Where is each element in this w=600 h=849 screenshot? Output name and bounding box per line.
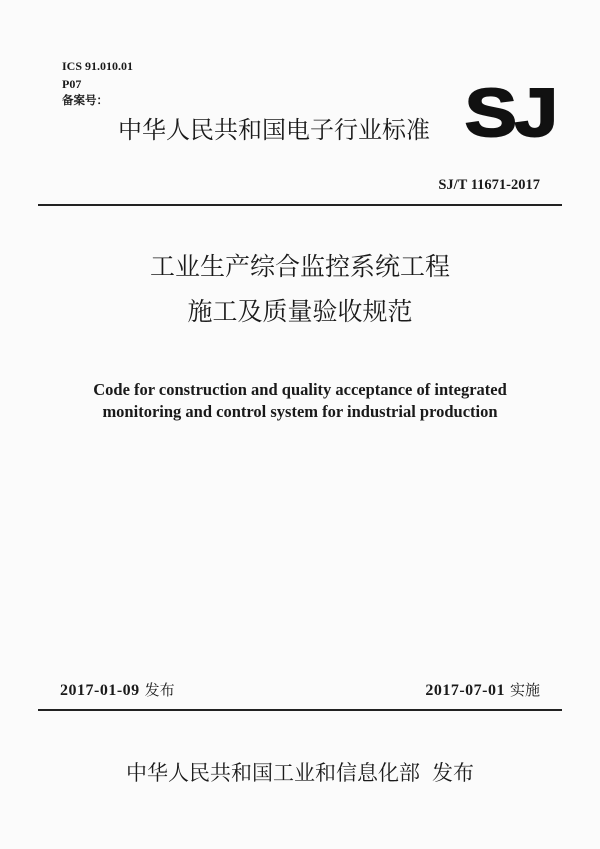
implement-date-value: 2017-07-01 xyxy=(425,682,505,699)
title-en-line-2: monitoring and control system for industrial production xyxy=(102,402,498,421)
publisher-name: 中华人民共和国工业和信息化部 xyxy=(126,761,420,785)
implement-date xyxy=(425,680,540,701)
sj-logo: SJ xyxy=(464,75,556,151)
issue-date xyxy=(60,680,175,701)
standard-category: 中华人民共和国电子行业标准 xyxy=(118,116,430,144)
publisher-label: 发布 xyxy=(432,761,474,785)
top-divider xyxy=(38,204,562,206)
title-cn-line-1: 工业生产综合监控系统工程 xyxy=(149,252,450,281)
title-en-line-1: Code for construction and quality acceptance of integrated xyxy=(93,380,507,399)
publisher xyxy=(0,760,600,786)
ccs-code: P07 xyxy=(62,77,82,91)
ics-code: ICS 91.010.01 xyxy=(62,59,134,73)
standard-number: SJ/T 11671-2017 xyxy=(438,177,540,193)
title-cn-line-2: 施工及质量验收规范 xyxy=(187,297,413,326)
bottom-divider xyxy=(38,709,562,711)
implement-date-label: 实施 xyxy=(509,681,540,699)
issue-date-label: 发布 xyxy=(144,681,175,699)
filing-number-label: 备案号： xyxy=(62,93,108,107)
issue-date-value: 2017-01-09 xyxy=(60,682,140,699)
